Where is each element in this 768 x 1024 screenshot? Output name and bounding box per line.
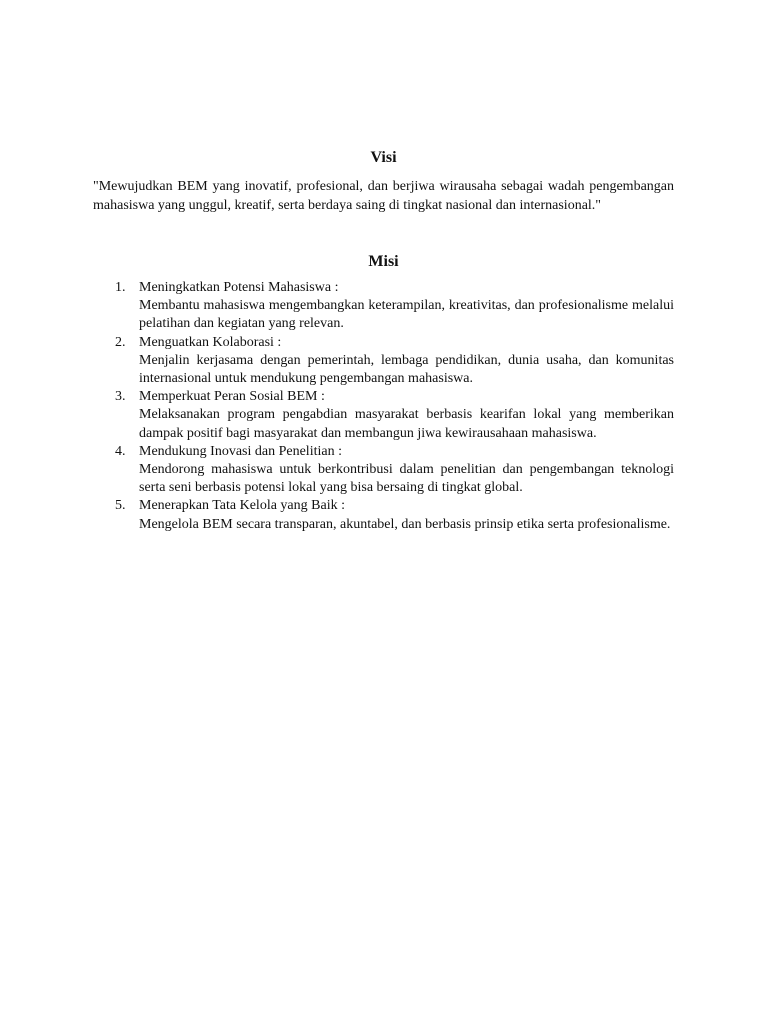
mission-item-title: Memperkuat Peran Sosial BEM : (139, 389, 325, 405)
mission-item-description: Mendorong mahasiswa untuk berkontribusi dalam penelitian dan pengembangan teknologi serta seni berbasis potensi lokal yang bisa bersaing di tingkat global. (139, 462, 674, 496)
mission-item-4 (93, 443, 674, 498)
mission-item-number: 2. (115, 334, 126, 350)
mission-item-number: 4. (115, 443, 126, 459)
mission-item-number: 5. (115, 498, 126, 514)
mission-item-number: 1. (115, 280, 126, 295)
mission-item-3 (93, 388, 674, 443)
mission-item-description: Membantu mahasiswa mengembangkan keterampilan, kreativitas, dan profesionalisme melalui pelatihan dan kegiatan yang relevan. (139, 298, 674, 332)
mission-item-2 (93, 334, 674, 389)
mission-item-description: Melaksanakan program pengabdian masyarakat berbasis kearifan lokal yang memberikan dampak positif bagi masyarakat dan membangun jiwa kewirausahaan mahasiswa. (139, 407, 674, 441)
mission-item-description: Menjalin kerjasama dengan pemerintah, lembaga pendidikan, dunia usaha, dan komunitas internasional untuk mendukung pengembangan mahasiswa. (139, 352, 674, 387)
mission-item-title: Menguatkan Kolaborasi : (139, 334, 282, 350)
vision-statement: "Mewujudkan BEM yang inovatif, profesional, dan berjiwa wirausaha sebagai wadah pengembangan mahasiswa yang unggul, kreatif, serta berdaya saing di tingkat nasional dan internasional." (93, 179, 674, 213)
mission-list (93, 279, 674, 534)
mission-heading: Misi (368, 253, 399, 270)
vision-heading: Visi (370, 149, 397, 166)
mission-item-title: Menerapkan Tata Kelola yang Baik : (139, 498, 345, 514)
mission-item-number: 3. (115, 389, 126, 405)
mission-item-1 (93, 279, 674, 334)
mission-item-title: Meningkatkan Potensi Mahasiswa : (139, 280, 339, 295)
document-content (93, 148, 674, 534)
mission-item-5 (93, 497, 674, 533)
mission-item-description: Mengelola BEM secara transparan, akuntabel, dan berbasis prinsip etika serta profesionalisme. (139, 516, 671, 532)
mission-item-title: Mendukung Inovasi dan Penelitian : (139, 443, 342, 459)
